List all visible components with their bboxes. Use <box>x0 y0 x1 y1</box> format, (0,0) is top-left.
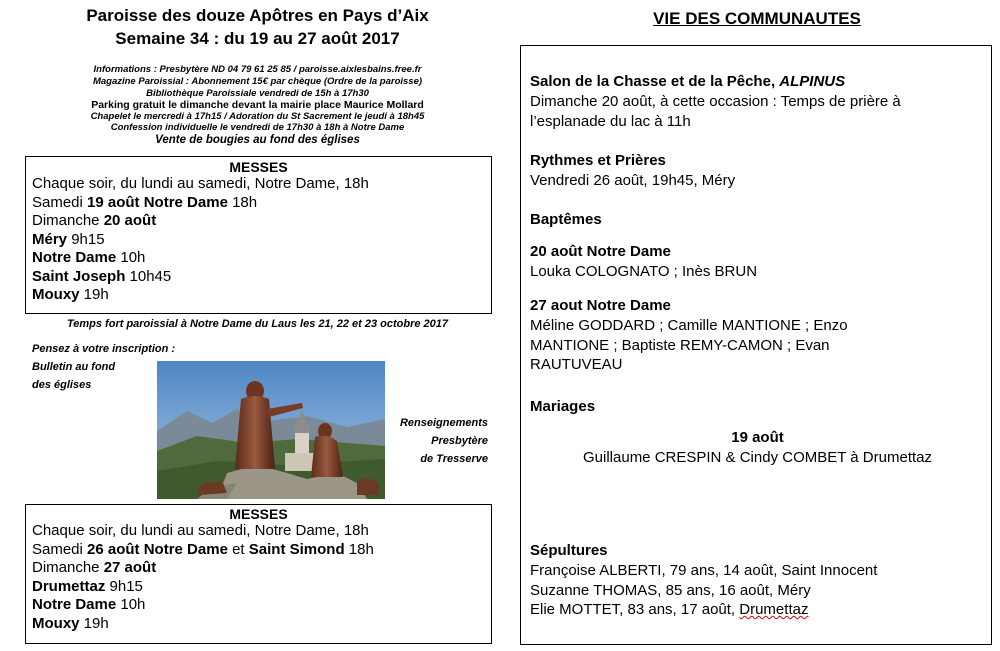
bapteme-group-2 <box>530 296 985 375</box>
vie-communautes-title: VIE DES COMMUNAUTES <box>653 9 861 28</box>
messes-line: Dimanche 20 août <box>32 212 157 229</box>
section-text: Vendredi 26 août, 19h45, Méry <box>530 172 736 189</box>
messes-line: Notre Dame 10h <box>32 249 146 266</box>
section-subheading: 20 août Notre Dame <box>530 243 671 260</box>
mariages-section <box>530 397 985 417</box>
info-line: Magazine Paroissial : Abonnement 15€ par chèque (Ordre de la paroisse) <box>92 76 423 87</box>
section-text: Elie MOTTET, 83 ans, 17 août, Drumettaz <box>530 601 809 618</box>
messes-box-week2 <box>25 504 492 644</box>
info-line: Bibliothèque Paroissiale vendredi de 15h à 17h30 <box>146 88 369 99</box>
info-line: Chapelet le mercredi à 17h15 / Adoration du St Sacrement le jeudi à 18h45 <box>90 111 425 122</box>
messes-line: Samedi 19 août Notre Dame 18h <box>32 193 258 211</box>
salon-section <box>530 72 985 131</box>
section-heading: Rythmes et Prières <box>530 152 666 169</box>
bapteme-group-1 <box>530 242 985 282</box>
section-text: Louka COLOGNATO ; Inès BRUN <box>530 263 758 280</box>
info-line: Parking gratuit le dimanche devant la mairie place Maurice Mollard <box>91 99 424 111</box>
messes-line: Chaque soir, du lundi au samedi, Notre Dame, 18h <box>32 522 369 539</box>
inscription-note: Pensez à votre inscription : Bulletin au fond des églises <box>32 343 176 391</box>
rythmes-section <box>530 151 985 191</box>
messes-line: Saint Joseph 10h45 <box>32 267 172 285</box>
messes-line: Mouxy 19h <box>32 286 109 303</box>
section-text: MANTIONE ; Baptiste REMY-CAMON ; Evan <box>530 336 830 354</box>
messes-line: Méry 9h15 <box>32 230 105 248</box>
section-text: l’esplanade du lac à 11h <box>530 112 691 130</box>
baptemes-section <box>530 210 985 230</box>
section-heading: Sépultures <box>530 542 608 559</box>
section-text: Françoise ALBERTI, 79 ans, 14 août, Saint Innocent <box>530 562 878 579</box>
section-subheading: 19 août <box>731 429 784 446</box>
renseignements-note: Renseignements Presbytère de Tresserve <box>399 417 488 465</box>
messes-line: Samedi 26 août Notre Dame et Saint Simond 18h <box>32 540 374 558</box>
messes-line: Chaque soir, du lundi au samedi, Notre Dame, 18h <box>32 175 369 192</box>
section-text: Méline GODDARD ; Camille MANTIONE ; Enzo <box>530 317 848 334</box>
vie-communautes-box <box>520 45 992 645</box>
info-line: Confession individuelle le vendredi de 17h30 à 18h à Notre Dame <box>110 122 405 133</box>
info-line: Informations : Presbytère ND 04 79 61 25 85 / paroisse.aixlesbains.free.fr <box>93 64 422 75</box>
event-headline: Temps fort paroissial à Notre Dame du Laus les 21, 22 et 23 octobre 2017 <box>66 318 449 330</box>
notre-dame-du-laus-photo <box>157 361 385 499</box>
section-text: Suzanne THOMAS, 85 ans, 16 août, Méry <box>530 581 811 599</box>
mariage-entry <box>530 428 985 468</box>
sepultures-section <box>530 541 985 620</box>
section-heading: Baptêmes <box>530 211 602 228</box>
info-line: Vente de bougies au fond des églises <box>155 134 360 146</box>
messes-line: Drumettaz 9h15 <box>32 577 143 595</box>
messes-line: Mouxy 19h <box>32 614 109 632</box>
parish-title: Paroisse des douze Apôtres en Pays d’Aix <box>86 6 429 25</box>
section-heading: Salon de la Chasse et de la Pêche, ALPINUS <box>530 73 846 90</box>
section-text: Dimanche 20 août, à cette occasion : Temps de prière à <box>530 93 901 110</box>
messes-box-week1 <box>25 156 492 314</box>
section-heading: Mariages <box>530 398 596 415</box>
messes-heading: MESSES <box>229 506 288 522</box>
section-text: Guillaume CRESPIN & Cindy COMBET à Drumettaz <box>583 449 932 466</box>
messes-line: Dimanche 27 août <box>32 559 157 576</box>
section-subheading: 27 aout Notre Dame <box>530 297 671 314</box>
week-title: Semaine 34 : du 19 au 27 août 2017 <box>115 29 400 48</box>
messes-heading: MESSES <box>229 159 288 175</box>
section-text: RAUTUVEAU <box>530 356 623 373</box>
messes-line: Notre Dame 10h <box>32 596 146 613</box>
